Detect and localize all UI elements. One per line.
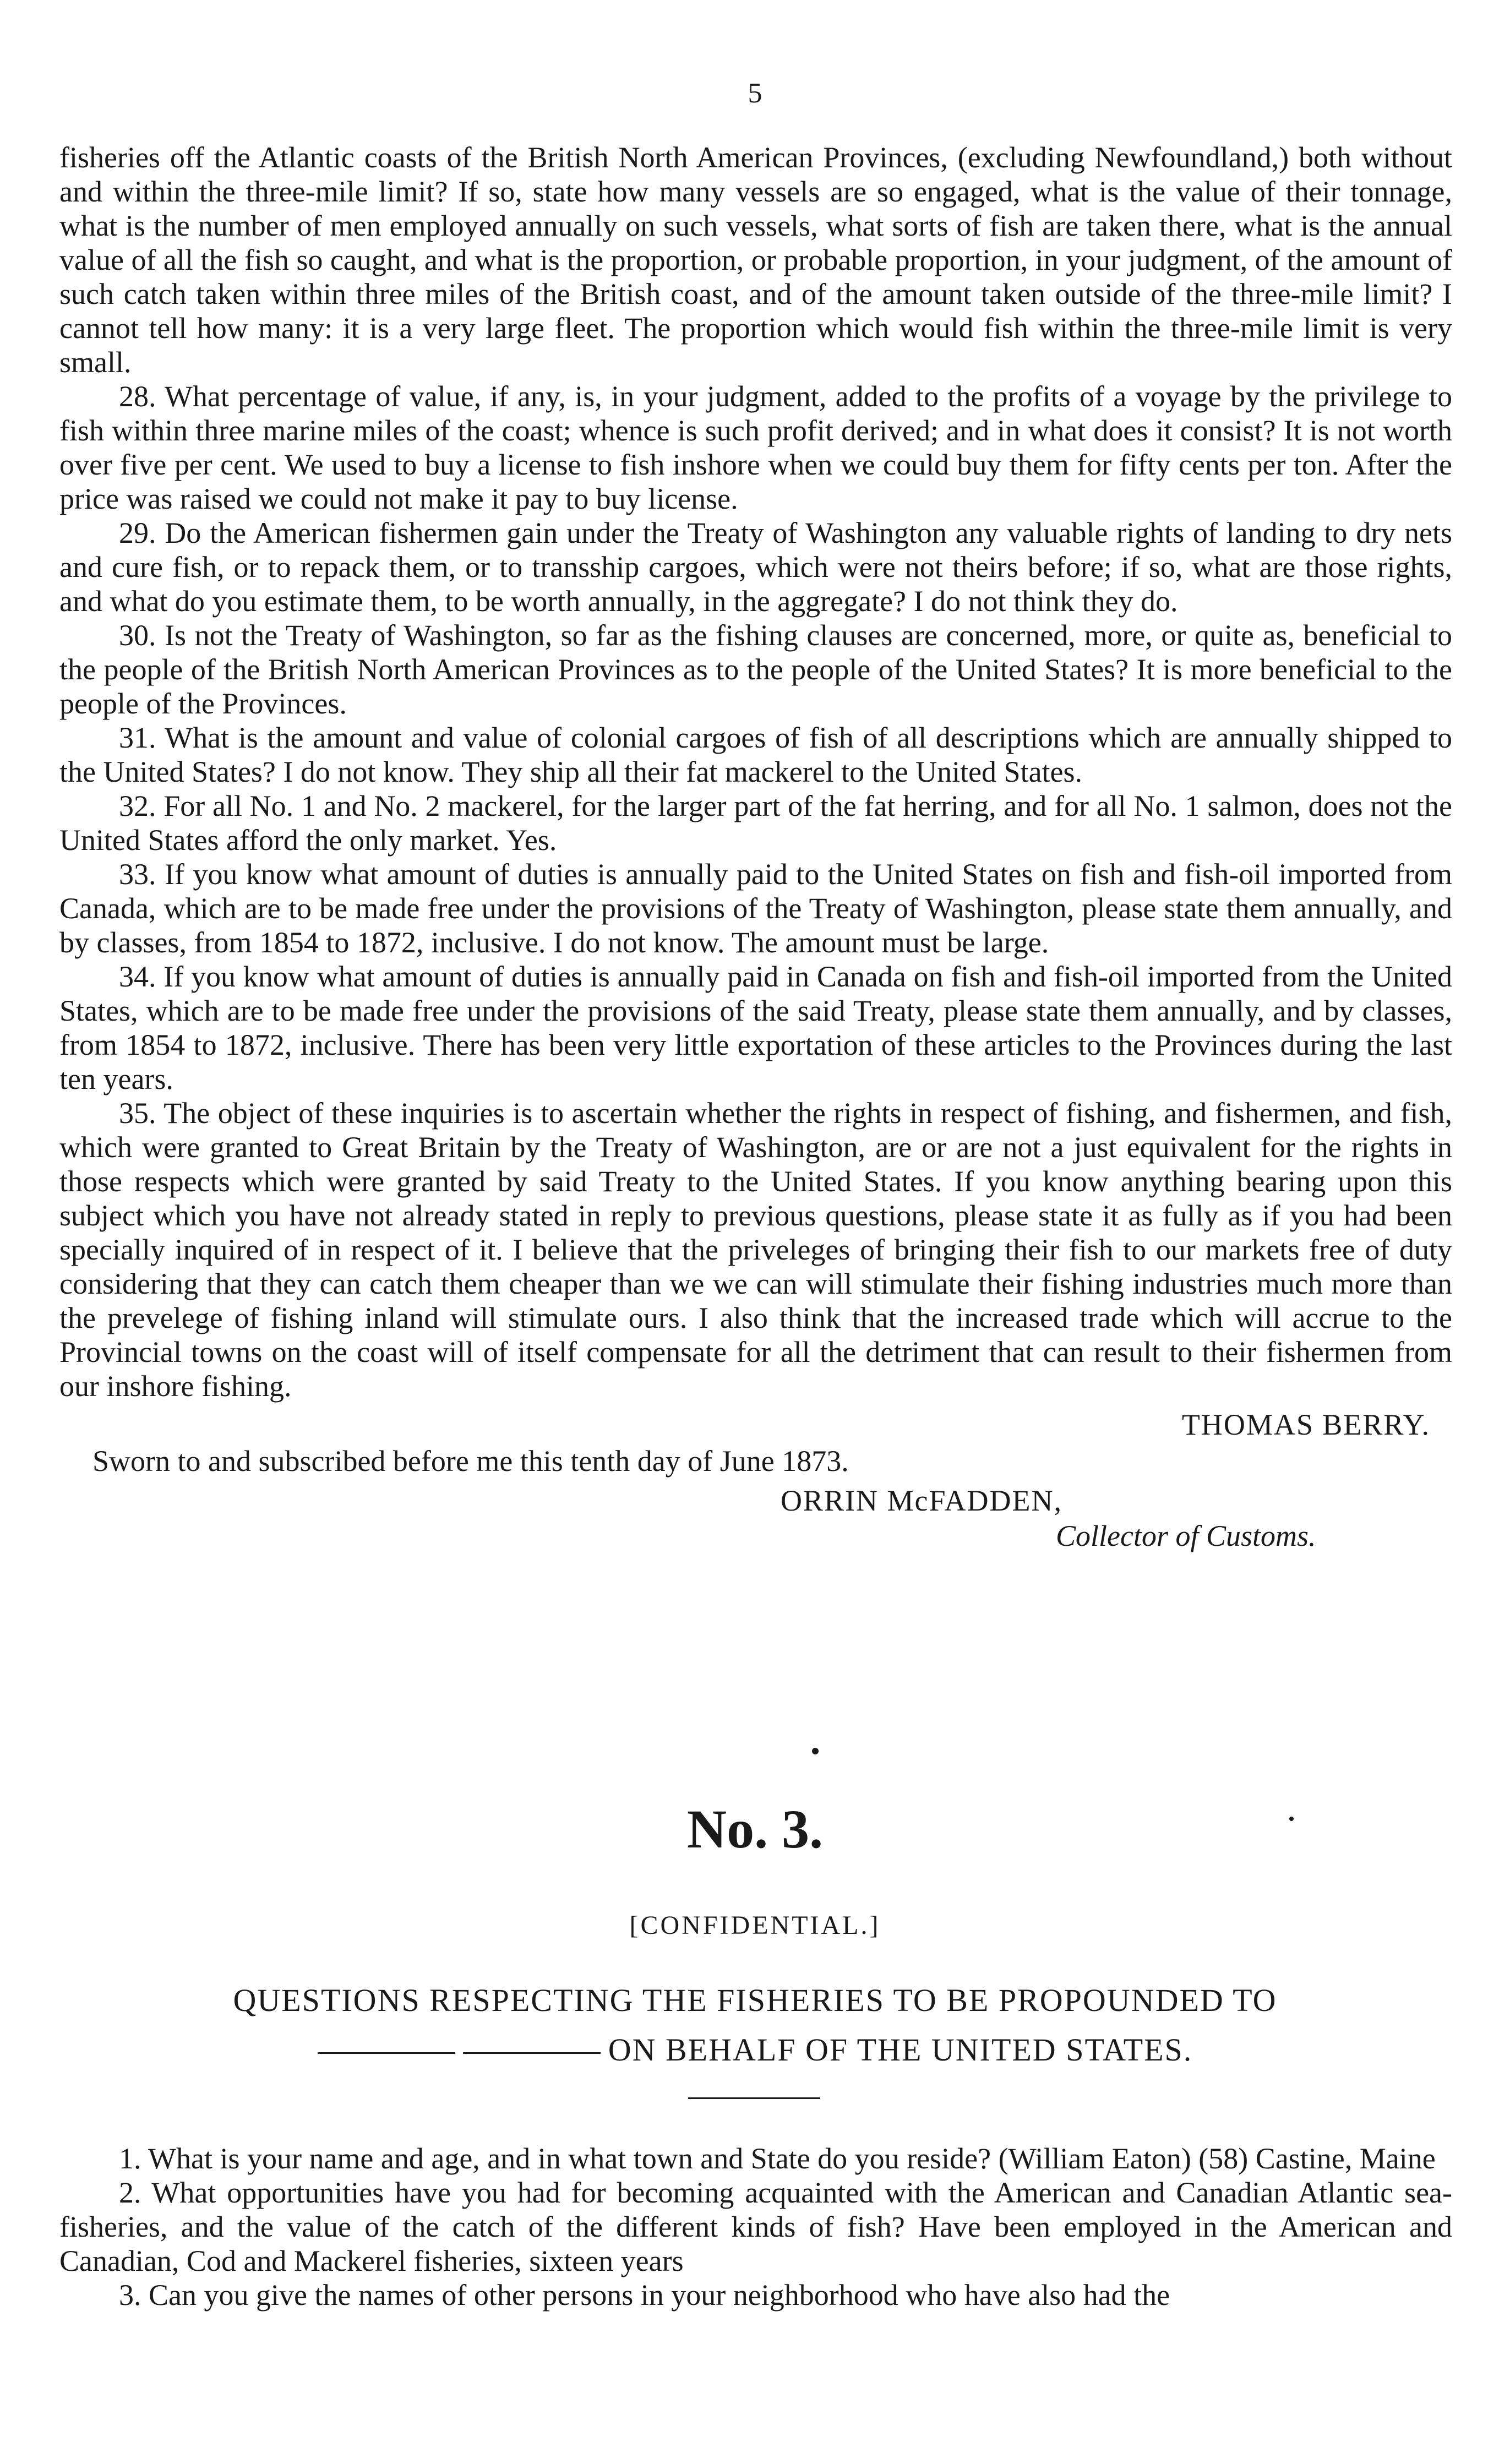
sworn-statement: Sworn to and subscribed before me this tenth day of June 1873. [92, 1444, 849, 1478]
question-1: 1. What is your name and age, and in what town and State do you reside? (William Eaton) (58) Castine, Maine [119, 2142, 1436, 2175]
official-title: Collector of Customs. [1056, 1519, 1316, 1552]
answers-section [59, 140, 1452, 1553]
question-28: 28. What percentage of value, if any, is, in your judgment, added to the profits of a voyage by the privilege to fish within three marine miles of the coast; whence is such profit derived; and in what does it consist? It is not worth over five per cent. We used to buy a license to fish inshore when we could buy them for fifty cents per ton. After the price was raised we could not make it pay to buy license. [59, 380, 1452, 515]
questions-heading-line1: QUESTIONS RESPECTING THE FISHERIES TO BE PROPOUNDED TO [233, 1982, 1277, 2018]
name-blank [318, 2052, 455, 2054]
section-number: No. 3. [686, 1798, 824, 1860]
question-33: 33. If you know what amount of duties is annually paid to the United States on fish and fish-oil imported from Canada, which are to be made free under the provisions of the Treaty of Washington, please state them annually, and by classes, from 1854 to 1872, inclusive. I do not know. The amount must be large. [59, 858, 1452, 959]
question-34: 34. If you know what amount of duties is annually paid in Canada on fish and fish-oil imported from the United States, which are to be made free under the provisions of the said Treaty, please state them annually, and by classes, from 1854 to 1872, inclusive. There has been very little exportation of these articles to the Provinces during the last ten years. [59, 960, 1452, 1095]
printer-mark [812, 1748, 819, 1754]
paragraph-continued: fisheries off the Atlantic coasts of the British North American Provinces, (excluding Newfoundland,) both without and within the three-mile limit? If so, state how many vessels are so engaged, what is the value of their tonnage, what is the number of men employed annually on such vessels, what sorts of fish are taken there, what is the annual value of all the fish so caught, and what is the proportion, or probable proportion, in your judgment, of the amount of such catch taken within three miles of the British coast, and of the amount taken outside of the three-mile limit? I cannot tell how many: it is a very large fleet. The proportion which would fish within the three-mile limit is very small. [59, 141, 1452, 379]
question-31: 31. What is the amount and value of colonial cargoes of fish of all descriptions which are annually shipped to the United States? I do not know. They ship all their fat mackerel to the United States. [59, 721, 1452, 788]
question-3: 3. Can you give the names of other persons in your neighborhood who have also had the [119, 2278, 1170, 2312]
heading-line2-text: ON BEHALF OF THE UNITED STATES. [608, 2032, 1193, 2068]
confidential-label: [CONFIDENTIAL.] [629, 1911, 881, 1940]
question-35: 35. The object of these inquiries is to ascertain whether the rights in respect of fishing, and fishermen, and fish, which were granted to Great Britain by the Treaty of Washington, are or are not a just equivalent for the rights in those respects which were granted by said Treaty to the United States. If you know anything bearing upon this subject which you have not already stated in reply to previous questions, please state it as fully as if you had been specially inquired of in respect of it. I believe that the priveleges of bringing their fish to our markets free of duty considering that they can catch them cheaper than we we can will stimulate their fishing industries much more than the prevelege of fishing inland will stimulate ours. I also think that the increased trade which will accrue to the Provincial towns on the coast will of itself compensate for all the detriment that can result to their fishermen from our inshore fishing. [59, 1097, 1452, 1403]
questions-section [59, 2141, 1452, 2312]
question-2: 2. What opportunities have you had for becoming acquainted with the American and Canadian Atlantic sea-fisheries, and the value of the catch of the different kinds of fish? Have been employed in the American and Canadian, Cod and Mackerel fisheries, sixteen years [59, 2176, 1452, 2277]
question-29: 29. Do the American fishermen gain under the Treaty of Washington any valuable rights of landing to dry nets and cure fish, or to repack them, or to transship cargoes, which were not theirs before; if so, what are those rights, and what do you estimate them, to be worth annually, in the aggregate? I do not think they do. [59, 516, 1452, 618]
question-32: 32. For all No. 1 and No. 2 mackerel, for the larger part of the fat herring, and for all No. 1 salmon, does not the United States afford the only market. Yes. [59, 789, 1452, 857]
question-30: 30. Is not the Treaty of Washington, so far as the fishing clauses are concerned, more, or quite as, beneficial to the people of the British North American Provinces as to the people of the United States? It is more beneficial to the people of the Provinces. [59, 619, 1452, 720]
signature-thomas-berry: THOMAS BERRY. [1181, 1408, 1430, 1441]
section-divider [688, 2097, 820, 2099]
questions-heading-line2 [0, 2031, 1510, 2068]
name-blank [463, 2052, 601, 2054]
official-name: ORRIN McFADDEN, [781, 1484, 1062, 1517]
page-number: 5 [748, 78, 762, 109]
